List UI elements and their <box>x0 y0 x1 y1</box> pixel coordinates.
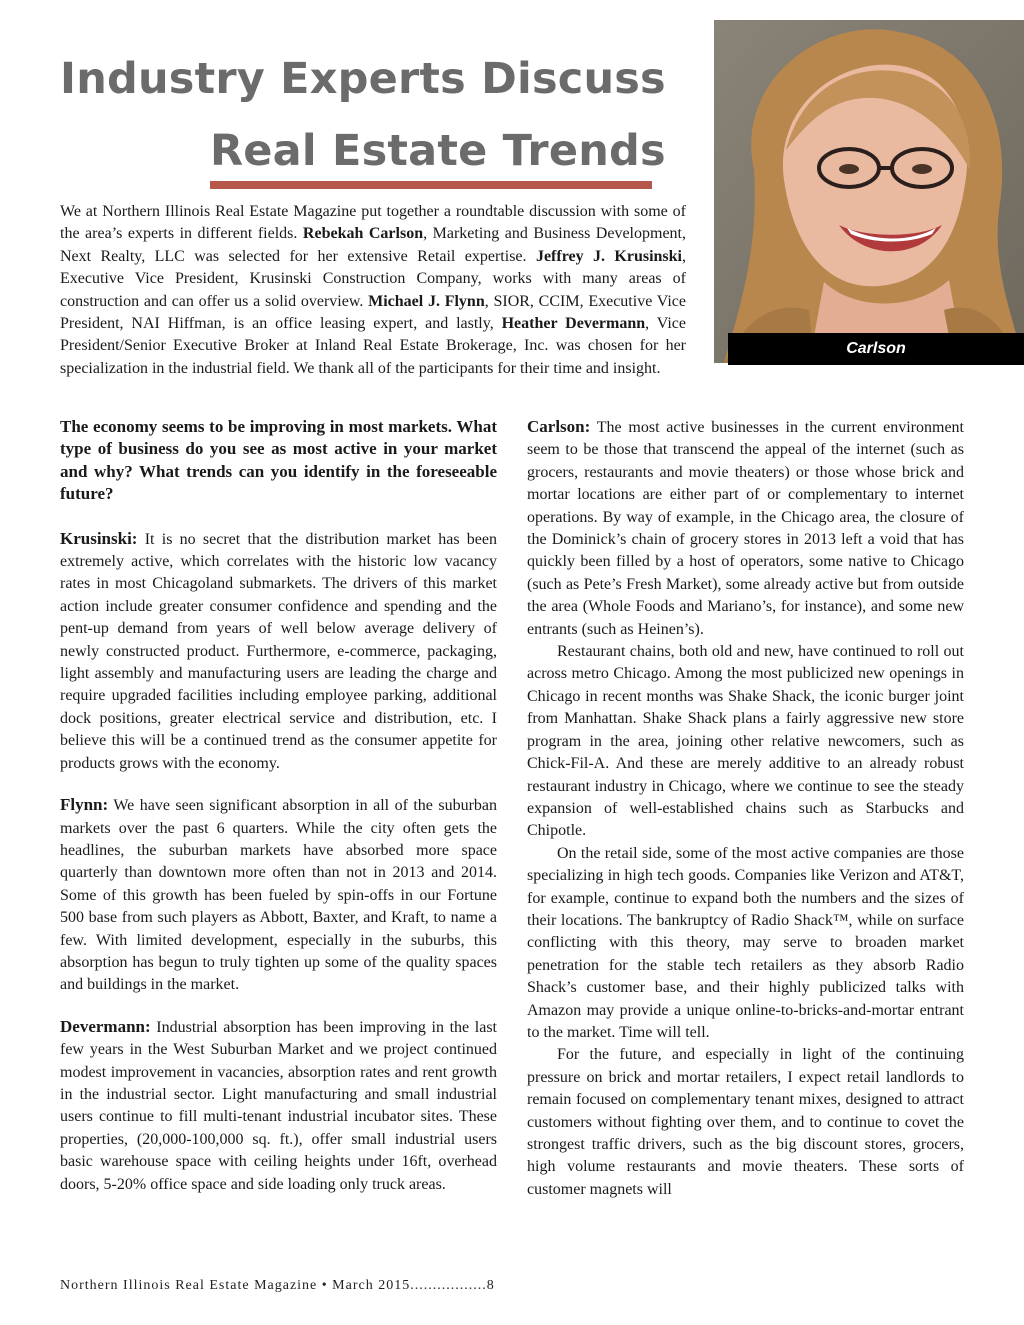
photo-caption: Carlson <box>728 333 1024 365</box>
answer-carlson-paragraph-3: On the retail side, some of the most active companies are those specializing in high tech goods. Companies like Verizon and AT&T, for example, continue to expand both the numbers and the sizes of their locations. The bankruptcy of Radio Shack™, while on surface conflicting with this theory, may serve to broaden market penetration for the stable tech retailers as they absorb Radio Shack’s customer base, and their highly publicized talks with Amazon may provide a unique online-to-bricks-and-mortar entrant to the market. Time will tell. <box>527 844 964 1041</box>
name-flynn: Michael J. Flynn <box>368 292 485 310</box>
speaker-label: Devermann: <box>60 1016 151 1036</box>
interview-question: The economy seems to be improving in most markets. What type of business do you see as most active in your market and why? What trends can you identify in the foreseeable future? <box>60 417 497 504</box>
answer-carlson: Carlson: The most active businesses in the current environment seem to be those that transcend the appeal of the internet (such as grocers, restaurants and movie theaters) or those whose brick and mortar locations are either part of or complementary to internet operations. By way of example, in the Chicago area, the closure of the Dominick’s chain of grocery stores in 2013 left a void that has quickly been filled by a host of operators, some native to Chicago (such as Pete’s Fresh Market), some already active but from outside the area (Whole Foods and Mariano’s, for instance), and some new entrants (such as Heinen’s). <box>527 417 964 638</box>
portrait-illustration <box>714 20 1024 363</box>
portrait-photo <box>714 20 1024 363</box>
answer-carlson-paragraph-4: For the future, and especially in light of the continuing pressure on brick and mortar retailers, I expect retail landlords to remain focused on complementary tenant mixes, designed to attract customers without fighting over them, and to continue to covet the strongest traffic drivers, such as the big discount stores, grocers, high volume restaurants and movie theaters. These sorts of customer magnets will <box>527 1046 964 1198</box>
page-footer: Northern Illinois Real Estate Magazine • March 2015.................8 <box>60 1278 495 1293</box>
name-devermann: Heather Devermann <box>501 315 646 333</box>
speaker-label: Carlson: <box>527 417 591 436</box>
name-krusinski: Jeffrey J. Krusinski <box>535 247 682 265</box>
right-column <box>527 416 964 1201</box>
name-carlson: Rebekah Carlson <box>302 225 424 243</box>
answer-devermann: Devermann: Industrial absorption has been improving in the last few years in the West Suburban Market and we project continued modest improvement in vacancies, absorption rates and rent growth in the industrial sector. Light manufacturing and small industrial users continue to fill multi-tenant industrial incubator sites. These properties, (20,000-100,000 sq. ft.), offer small industrial users basic warehouse space with ceiling heights under 16ft, overhead doors, 5-20% office space and side loading only truck areas. <box>60 1016 497 1193</box>
answer-krusinski: Krusinski: It is no secret that the distribution market has been extremely active, which correlates with the historic low vacancy rates in most Chicagoland submarkets. The drivers of this market action include greater consumer confidence and spending and the pent-up demand from years of well below average delivery of newly constructed product. Furthermore, e-commerce, packaging, light assembly and manufacturing users are leading the charge and require upgraded facilities including employee parking, additional dock positions, greater electrical service and distribution, etc. I believe this will be a continued trend as the consumer appetite for products grows with the economy. <box>60 528 497 772</box>
speaker-label: Krusinski: <box>60 528 138 548</box>
headline-line-2: Real Estate Trends <box>210 126 666 176</box>
left-column <box>60 416 497 1215</box>
answer-flynn: Flynn: We have seen significant absorption in all of the suburban markets over the past 6 quarters. While the city often gets the headlines, the suburban markets have absorbed more space quarterly than downtown more often than not in 2013 and 2014. Some of this growth has been fueled by spin-offs in our Fortune 500 base from such players as Abbott, Baxter, and Kraft, to name a few. With limited development, especially in the suburbs, this absorption has begun to truly tighten up some of the quality spaces and buildings in the market. <box>60 795 497 994</box>
speaker-label: Flynn: <box>60 795 109 815</box>
headline-underline <box>210 181 652 189</box>
answer-carlson-paragraph-2: Restaurant chains, both old and new, have continued to roll out across metro Chicago. Among the most publicized new openings in Chicago in recent months was Shake Shack, the iconic burger joint from Manhattan. Shake Shack plans a fairly aggressive new store program in the area, joining other relative newcomers, such as Chick-Fil-A. And these are merely additive to an already robust restaurant industry in Chicago, where we continue to see the steady expansion of well-established chains such as Starbucks and Chipotle. <box>527 643 964 840</box>
intro-paragraph: We at Northern Illinois Real Estate Magazine put together a roundtable discussion with some of the area’s experts in different fields. Rebekah Carlson, Marketing and Business Development, Next Realty, LLC was selected for her extensive Retail expertise. Jeffrey J. Krusinski, Executive Vice President, Krusinski Construction Company, works with many areas of construction and can offer us a solid overview. Michael J. Flynn, SIOR, CCIM, Executive Vice President, NAI Hiffman, is an office leasing expert, and lastly, Heather Devermann, Vice President/Senior Executive Broker at Inland Real Estate Brokerage, Inc. was chosen for her specialization in the industrial field. We thank all of the participants for their time and insight. <box>60 203 686 377</box>
headline-line-1: Industry Experts Discuss <box>60 54 666 104</box>
